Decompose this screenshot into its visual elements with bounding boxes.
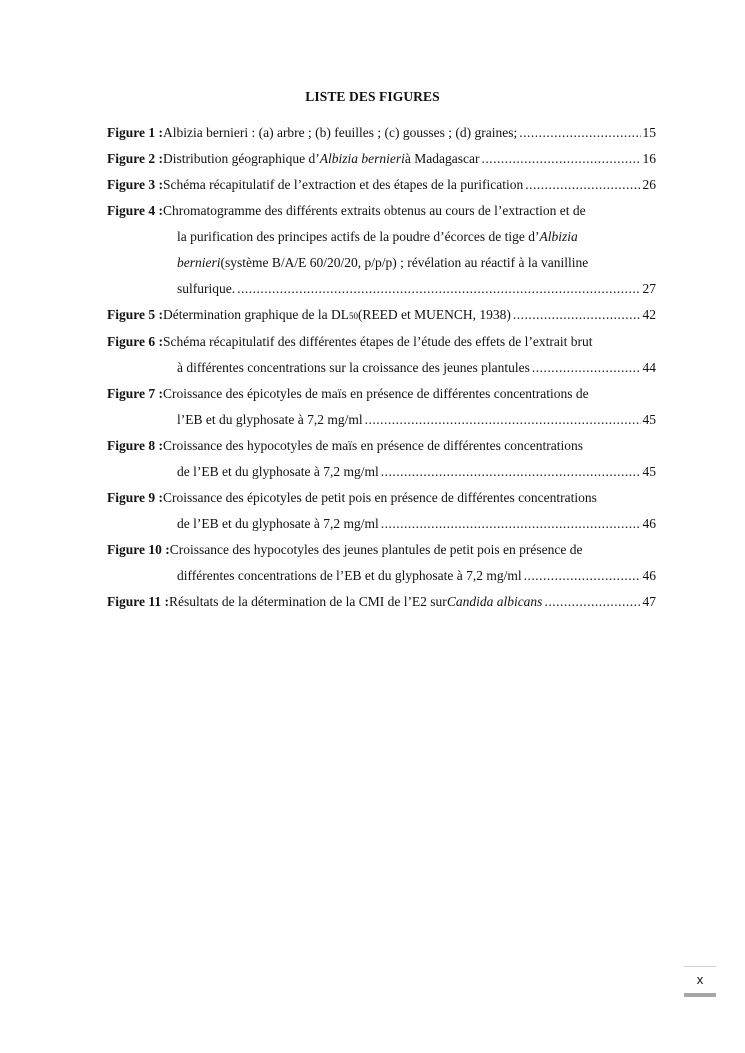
page-number[interactable]: 44	[642, 360, 656, 375]
figure-caption: Résultats de la détermination de la CMI de l’E2 sur	[169, 594, 447, 609]
figure-caption: différentes concentrations de l’EB et du glyphosate à 7,2 mg/ml	[177, 568, 522, 583]
figure-caption: à Madagascar	[404, 151, 480, 166]
figure-caption: sulfurique.	[177, 281, 236, 296]
figure-label: Figure 10 :	[107, 542, 170, 557]
figure-label: Figure 9 :	[107, 490, 163, 505]
page-number[interactable]: 45	[642, 412, 656, 427]
figure-caption: Schéma récapitulatif de l’extraction et des étapes de la purification	[163, 177, 524, 192]
page-number[interactable]: 47	[642, 594, 656, 609]
figure-caption: Croissance des épicotyles de maïs en présence de différentes concentrations de	[163, 386, 589, 401]
figure-label: Figure 1 :	[107, 125, 163, 140]
figure-caption: Croissance des épicotyles de petit pois en présence de différentes concentrations	[163, 490, 597, 505]
page-number[interactable]: 42	[642, 307, 656, 322]
figure-caption: Chromatogramme des différents extraits obtenus au cours de l’extraction et de	[163, 203, 586, 218]
toc-entry-figure-3[interactable]	[107, 172, 656, 198]
toc-entry-figure-10[interactable]	[107, 537, 656, 589]
figure-caption: l’EB et du glyphosate à 7,2 mg/ml	[177, 412, 363, 427]
dot-leader	[381, 511, 641, 537]
figure-label: Figure 7 :	[107, 386, 163, 401]
toc-line	[107, 120, 656, 146]
page-number[interactable]: 45	[642, 464, 656, 479]
figure-label: Figure 5 :	[107, 307, 163, 322]
dot-leader	[519, 120, 640, 146]
dot-leader	[381, 459, 641, 485]
toc-entry-figure-2[interactable]	[107, 146, 656, 172]
figure-caption: Détermination graphique de la DL	[163, 307, 349, 322]
toc-entry-figure-1[interactable]	[107, 120, 656, 146]
page-number[interactable]: 16	[642, 151, 656, 166]
toc-line	[107, 224, 656, 250]
dot-leader	[237, 276, 640, 302]
toc-line	[107, 329, 656, 355]
dot-leader	[524, 563, 641, 589]
page-title: LISTE DES FIGURES	[305, 89, 440, 104]
toc-line	[107, 537, 656, 563]
figure-label: Figure 2 :	[107, 151, 163, 166]
toc-line	[107, 355, 656, 381]
figure-caption: (REED et MUENCH, 1938)	[357, 307, 511, 322]
toc-line	[107, 563, 656, 589]
toc-line	[107, 302, 656, 329]
page-number[interactable]: 46	[642, 568, 656, 583]
figure-label: Figure 6 :	[107, 334, 163, 349]
toc-line	[107, 459, 656, 485]
toc-entry-figure-11[interactable]	[107, 589, 656, 615]
toc-line	[107, 407, 656, 433]
dot-leader	[544, 589, 640, 615]
figure-caption: Schéma récapitulatif des différentes étapes de l’étude des effets de l’extrait brut	[163, 334, 593, 349]
toc-entry-figure-5[interactable]	[107, 302, 656, 329]
figure-caption-italic: Albizia	[539, 229, 578, 244]
footer-bar	[684, 993, 716, 997]
page-number[interactable]: 26	[642, 177, 656, 192]
dot-leader	[365, 407, 641, 433]
toc-line	[107, 250, 656, 276]
dot-leader	[525, 172, 640, 198]
subscript: 50	[348, 311, 358, 321]
figure-caption: la purification des principes actifs de la poudre d’écorces de tige d’	[177, 229, 540, 244]
figure-label: Figure 8 :	[107, 438, 163, 453]
toc-line	[107, 589, 656, 615]
dot-leader	[532, 355, 641, 381]
toc-entry-figure-6[interactable]	[107, 329, 656, 381]
figure-label: Figure 11 :	[107, 594, 169, 609]
toc-line	[107, 146, 656, 172]
figure-list	[107, 120, 656, 615]
figure-caption: de l’EB et du glyphosate à 7,2 mg/ml	[177, 516, 379, 531]
figure-label: Figure 3 :	[107, 177, 163, 192]
dot-leader	[513, 302, 641, 328]
toc-line	[107, 381, 656, 407]
toc-line	[107, 172, 656, 198]
toc-line	[107, 198, 656, 224]
toc-line	[107, 433, 656, 459]
figure-caption-italic: Albizia bernieri	[319, 151, 405, 166]
figure-caption: à différentes concentrations sur la croissance des jeunes plantules	[177, 360, 530, 375]
page-number[interactable]: 27	[642, 281, 656, 296]
dot-leader	[481, 146, 640, 172]
toc-entry-figure-9[interactable]	[107, 485, 656, 537]
page-number[interactable]: 15	[642, 125, 656, 140]
toc-line	[107, 276, 656, 302]
figure-caption-italic: bernieri	[177, 255, 221, 270]
figure-caption: Albizia bernieri : (a) arbre ; (b) feuilles ; (c) gousses ; (d) graines;	[163, 125, 518, 140]
footer-divider	[684, 966, 716, 967]
toc-entry-figure-7[interactable]	[107, 381, 656, 433]
figure-caption-italic: Candida albicans	[446, 594, 543, 609]
figure-caption: Croissance des hypocotyles des jeunes plantules de petit pois en présence de	[169, 542, 583, 557]
toc-entry-figure-8[interactable]	[107, 433, 656, 485]
toc-line	[107, 511, 656, 537]
toc-line	[107, 485, 656, 511]
figure-caption: (système B/A/E 60/20/20, p/p/p) ; révélation au réactif à la vanilline	[220, 255, 589, 270]
figure-caption: Distribution géographique d’	[163, 151, 320, 166]
figure-caption: Croissance des hypocotyles de maïs en présence de différentes concentrations	[163, 438, 583, 453]
figure-label: Figure 4 :	[107, 203, 163, 218]
figure-caption: de l’EB et du glyphosate à 7,2 mg/ml	[177, 464, 379, 479]
toc-entry-figure-4[interactable]	[107, 198, 656, 302]
page-number[interactable]: 46	[642, 516, 656, 531]
footer-page-number: x	[696, 972, 704, 987]
